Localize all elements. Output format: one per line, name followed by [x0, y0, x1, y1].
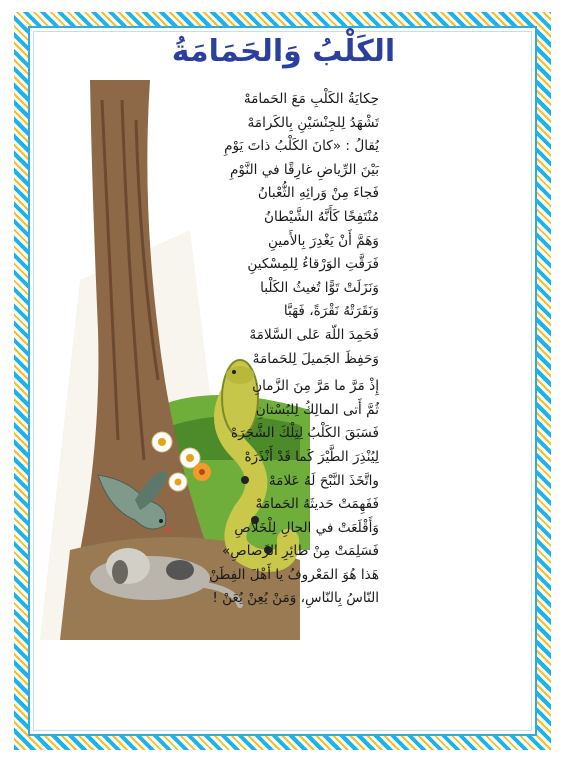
poem-line: النّاسُ بِالنّاسِ، وَمَنْ يُعِنْ يُعَنْ ! [212, 590, 379, 607]
poem-line: إِذْ مَرَّ ما مَرَّ مِنَ الزَّمانِ [252, 378, 379, 395]
poem-line: بَيْنَ الرِّياضِ غارِقًا في النَّوْمِ [229, 161, 379, 178]
poem-line: مُنْتَفِخًا كَأَنَّهُ الشَّيْطانُ [263, 208, 379, 225]
poem-line: فَحَمِدَ اللّهَ عَلى السَّلامَهْ [249, 326, 379, 343]
poem-line: وَهَمَّ أَنْ يَغْدِرَ بِالأَمينِ [268, 232, 379, 249]
poem-line: فَسَبَقَ الكَلْبُ لِتِلْكَ الشَّجَرَهْ [231, 425, 379, 442]
poem-line: وَأَقْلَعَتْ في الحالِ لِلْخَلاصِ [234, 519, 379, 536]
poem-line: وَنَزَلَتْ تَوًّا تُغيثُ الكَلْبا [260, 279, 379, 296]
page-title: الكَلْبُ وَالحَمَامَةُ [171, 34, 396, 69]
poem-line: تَشْهَدُ لِلجِنْسَيْنِ بِالكَرامَهْ [247, 114, 379, 131]
poem-line: فَرَقَّتِ الوَرْقاءُ لِلمِسْكينِ [247, 256, 379, 273]
poem-line: وَحَفِظَ الجَميلَ لِلحَمامَهْ [252, 350, 379, 367]
poem-line: فَجاءَ مِنْ وَرائِهِ الثُّعْبانُ [257, 185, 379, 202]
poem-line: حِكايَةُ الكَلْبِ مَعَ الحَمامَهْ [243, 91, 379, 107]
poem-line: فَفَهِمَتْ حَديثَهُ الحَمامَهْ [255, 496, 379, 513]
poem-line: وَنَقَرَتْهُ نَقْرَةً، فَهَبَّا [283, 303, 379, 320]
poem-line: لِيُنْذِرَ الطَّيْرَ كَما قَدْ أَنْذَرَهْ [244, 448, 379, 465]
poem-line: فَسَلِمَتْ مِنْ طائِرِ الرَّصاصِ» [221, 543, 379, 560]
poem-line: هَذا هُوَ المَعْروفُ يا أَهْلَ الفِطَنْ [209, 566, 379, 583]
poem-line: واتَّخَذَ النَّبْحَ لَهُ عَلامَهْ [268, 472, 379, 489]
poem-line: ثُمَّ أَتى المالِكُ لِلبُسْتانِ [255, 401, 379, 418]
poem-text [159, 88, 379, 611]
poem-line: يُقالُ : «كانَ الكَلْبُ ذاتَ يَوْمِ [224, 138, 379, 155]
